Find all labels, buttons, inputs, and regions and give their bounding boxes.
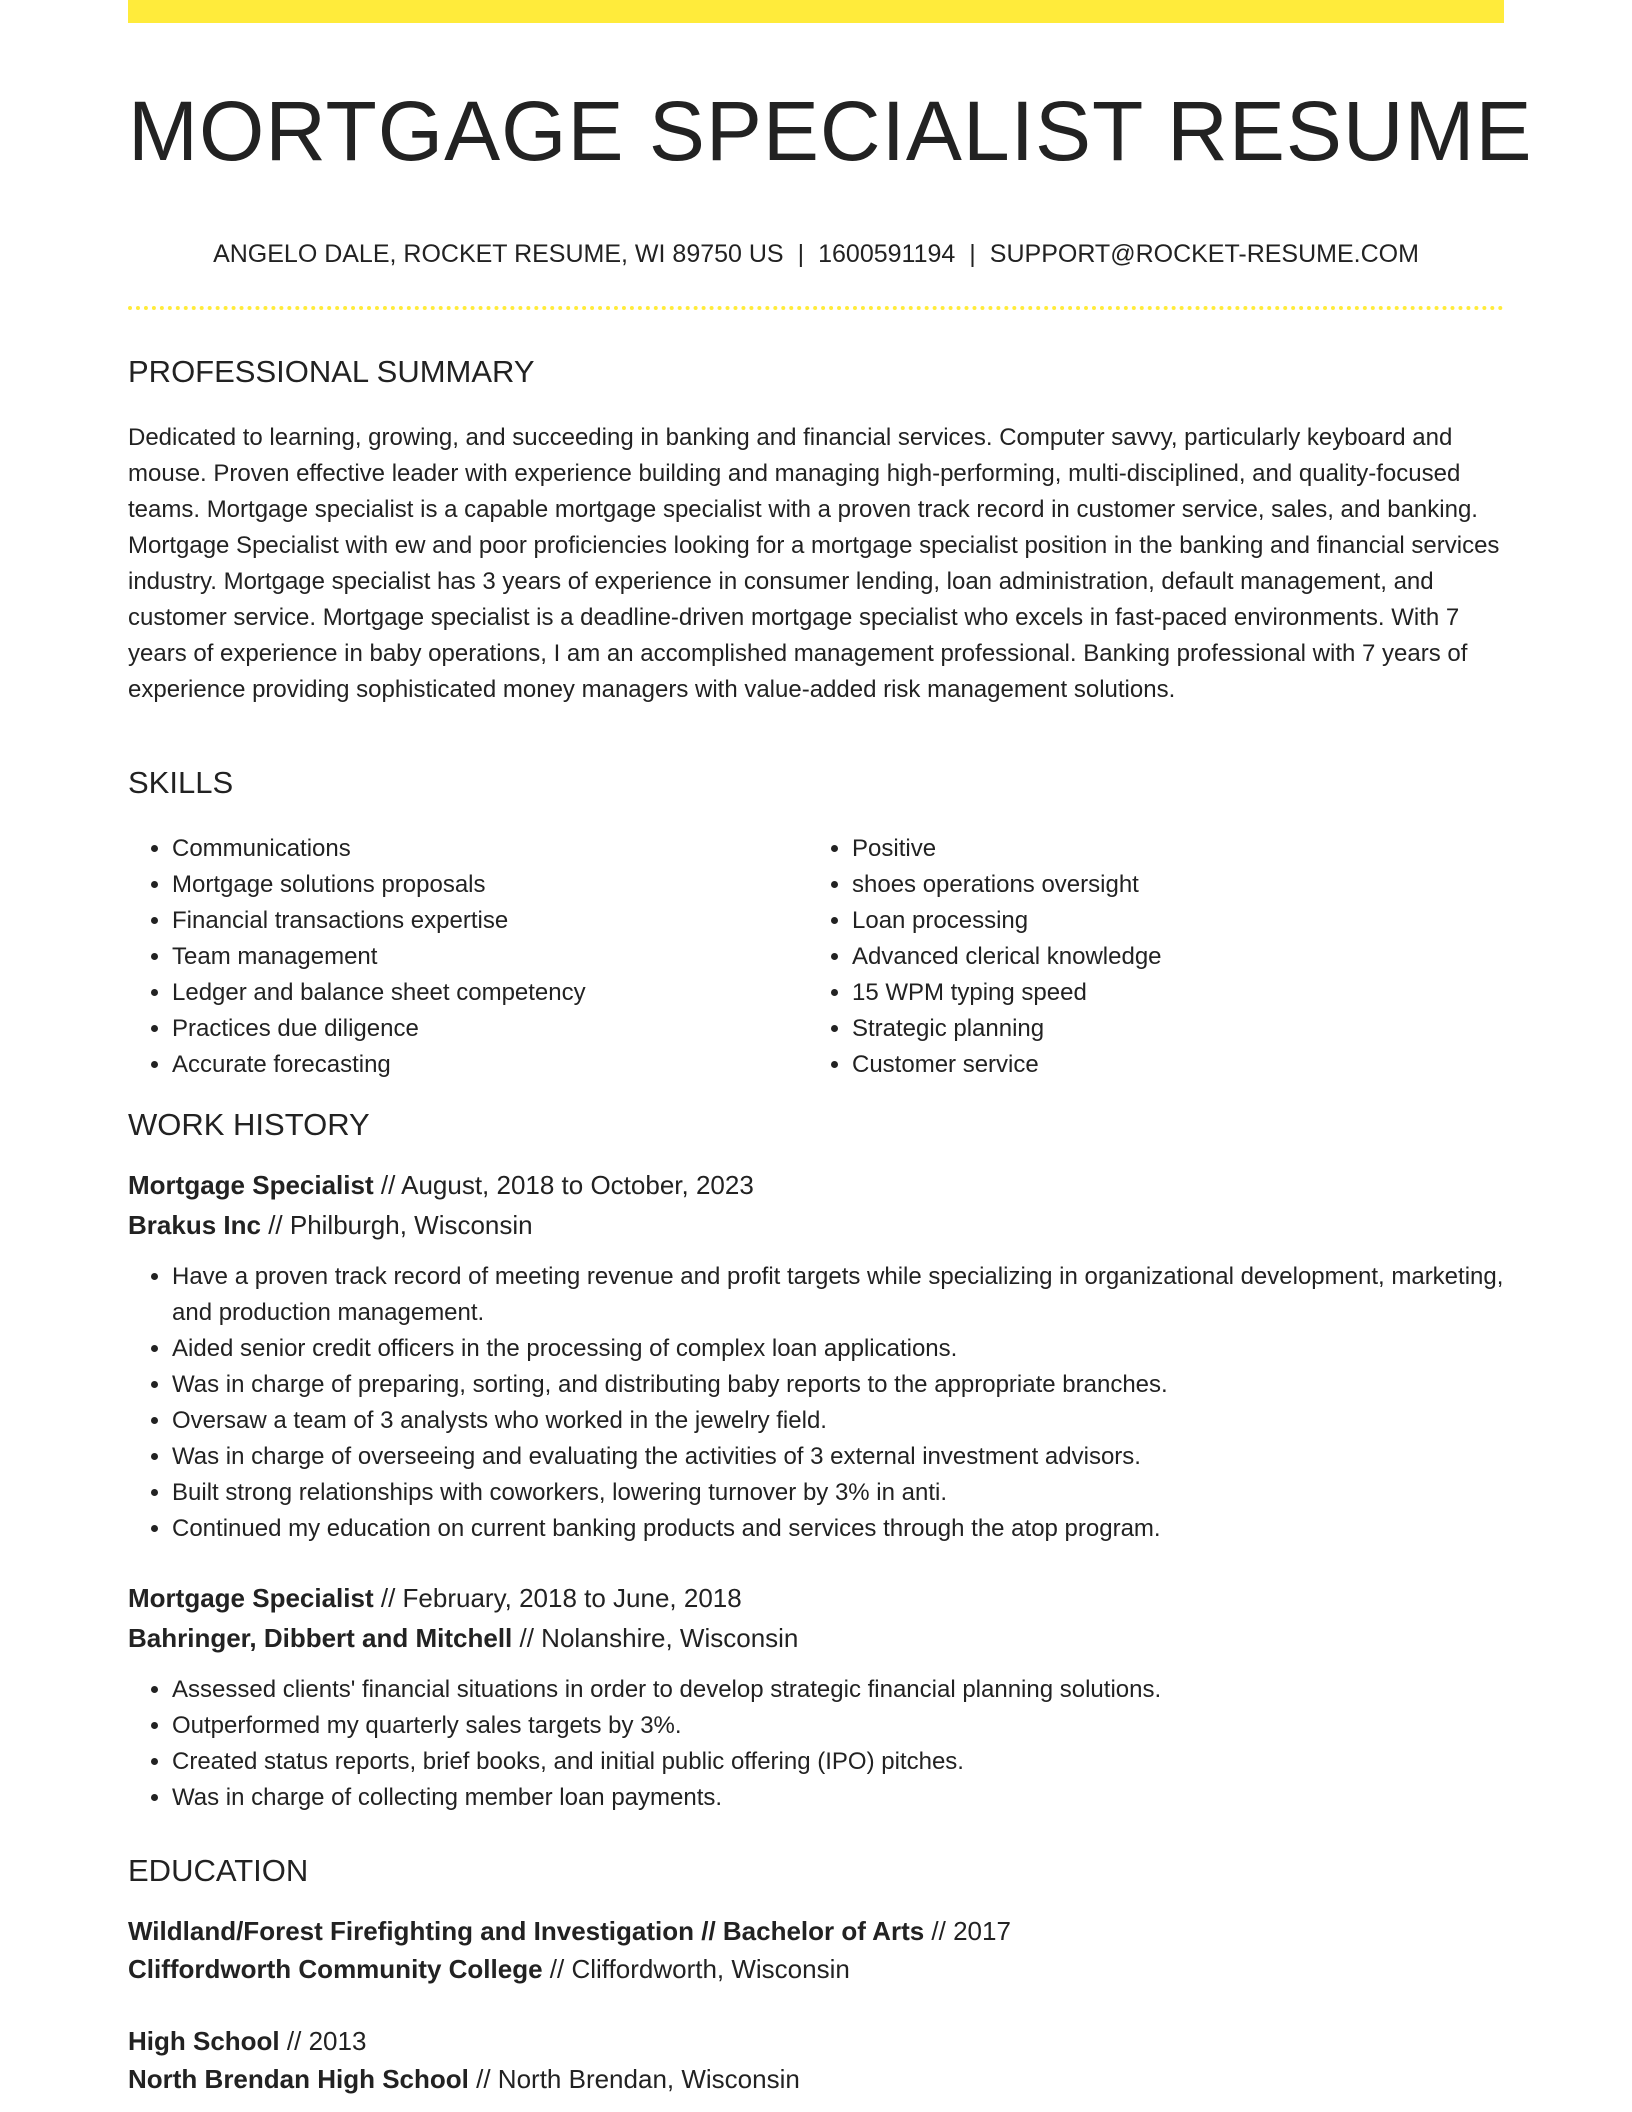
education-heading: EDUCATION (128, 1853, 309, 1888)
job-title: Mortgage Specialist (128, 1583, 374, 1613)
job-company-line (128, 1207, 533, 1243)
contact-address: ANGELO DALE, ROCKET RESUME, WI 89750 US (213, 240, 784, 268)
summary-text: Dedicated to learning, growing, and succeeding in banking and financial services. Computer savvy, particularly keyboard and mouse. Proven effective leader with experience building and managing high-performing, multi-disciplined, and quality-focused teams. Mortgage specialist is a capable mortgage specialist with a proven track record in customer service, sales, and banking. Mortgage Specialist with ew and poor proficiencies looking for a mortgage specialist position in the banking and financial services industry. Mortgage specialist has 3 years of experience in consumer lending, loan administration, default management, and customer service. Mortgage specialist is a deadline-driven mortgage specialist who excels in fast-paced environments. With 7 years of experience in baby operations, I am an accomplished management professional. Banking professional with 7 years of experience providing sophisticated money managers with value-added risk management solutions. (128, 424, 1500, 703)
contact-phone: 1600591194 (818, 240, 956, 268)
education-school: Cliffordworth Community College (128, 1954, 543, 1984)
education-location: // Cliffordworth, Wisconsin (549, 1954, 850, 1984)
contact-line (128, 236, 1504, 272)
duty-item: • Was in charge of preparing, sorting, and distributing baby reports to the appropriate branches. (172, 1367, 1504, 1403)
education-degree-line (128, 1913, 1011, 1949)
duty-item: • Continued my education on current banking products and services through the atop program. (172, 1511, 1504, 1547)
duty-item: • Oversaw a team of 3 analysts who worked in the jewelry field. (172, 1403, 1504, 1439)
education-year: // 2013 (286, 2026, 367, 2056)
skill-item: • Loan processing (852, 903, 1472, 939)
job-location: // Nolanshire, Wisconsin (519, 1623, 799, 1653)
duty-item: • Was in charge of collecting member loan payments. (172, 1780, 1504, 1816)
skills-list-left (128, 831, 792, 1083)
education-school-line (128, 1951, 850, 1987)
skill-item: • Team management (172, 939, 792, 975)
duty-item: • Was in charge of overseeing and evaluating the activities of 3 external investment advisors. (172, 1439, 1504, 1475)
skill-item: • Financial transactions expertise (172, 903, 792, 939)
skill-item: • Strategic planning (852, 1011, 1472, 1047)
contact-separator: | (969, 240, 976, 268)
education-year: // 2017 (931, 1916, 1011, 1946)
header-divider (128, 306, 1504, 310)
education-degree: Wildland/Forest Firefighting and Investigation // Bachelor of Arts (128, 1916, 925, 1946)
job-company: Brakus Inc (128, 1210, 261, 1240)
job-duties-list (128, 1672, 1504, 1816)
contact-separator: | (797, 240, 805, 268)
duty-item: • Created status reports, brief books, and initial public offering (IPO) pitches. (172, 1744, 1504, 1780)
skills-heading: SKILLS (128, 765, 234, 800)
job-dates: // February, 2018 to June, 2018 (380, 1583, 742, 1613)
duty-item: • Aided senior credit officers in the processing of complex loan applications. (172, 1331, 1504, 1367)
job-duties-list (128, 1259, 1504, 1547)
duty-item: • Outperformed my quarterly sales targets by 3%. (172, 1708, 1504, 1744)
skill-item: • Positive (852, 831, 1472, 867)
duty-item: • Have a proven track record of meeting revenue and profit targets while specializing in organizational development, marketing, and production management. (172, 1259, 1504, 1331)
skill-item: • Mortgage solutions proposals (172, 867, 792, 903)
job-location: // Philburgh, Wisconsin (268, 1210, 533, 1240)
job-company-line (128, 1620, 798, 1656)
education-degree: High School (128, 2026, 280, 2056)
top-accent-bar (128, 0, 1504, 23)
summary-heading: PROFESSIONAL SUMMARY (128, 354, 535, 389)
skill-item: • Customer service (852, 1047, 1472, 1083)
skill-item: • Ledger and balance sheet competency (172, 975, 792, 1011)
skills-list-right (808, 831, 1472, 1083)
education-location: // North Brendan, Wisconsin (476, 2064, 800, 2094)
skill-item: • Advanced clerical knowledge (852, 939, 1472, 975)
skill-item: • Practices due diligence (172, 1011, 792, 1047)
job-title: Mortgage Specialist (128, 1170, 374, 1200)
skill-item: • Communications (172, 831, 792, 867)
duty-item: • Built strong relationships with coworkers, lowering turnover by 3% in anti. (172, 1475, 1504, 1511)
education-school-line (128, 2061, 800, 2097)
education-degree-line (128, 2023, 366, 2059)
work-history-heading: WORK HISTORY (128, 1107, 370, 1142)
skill-item: • Accurate forecasting (172, 1047, 792, 1083)
skill-item: • 15 WPM typing speed (852, 975, 1472, 1011)
duty-item: • Assessed clients' financial situations in order to develop strategic financial planning solutions. (172, 1672, 1504, 1708)
contact-email: SUPPORT@ROCKET-RESUME.COM (989, 240, 1419, 268)
job-title-line (128, 1580, 742, 1616)
education-school: North Brendan High School (128, 2064, 469, 2094)
resume-title: MORTGAGE SPECIALIST RESUME (128, 84, 1533, 178)
job-title-line (128, 1167, 754, 1203)
job-company: Bahringer, Dibbert and Mitchell (128, 1623, 513, 1653)
job-dates: // August, 2018 to October, 2023 (380, 1170, 754, 1200)
skill-item: • shoes operations oversight (852, 867, 1472, 903)
